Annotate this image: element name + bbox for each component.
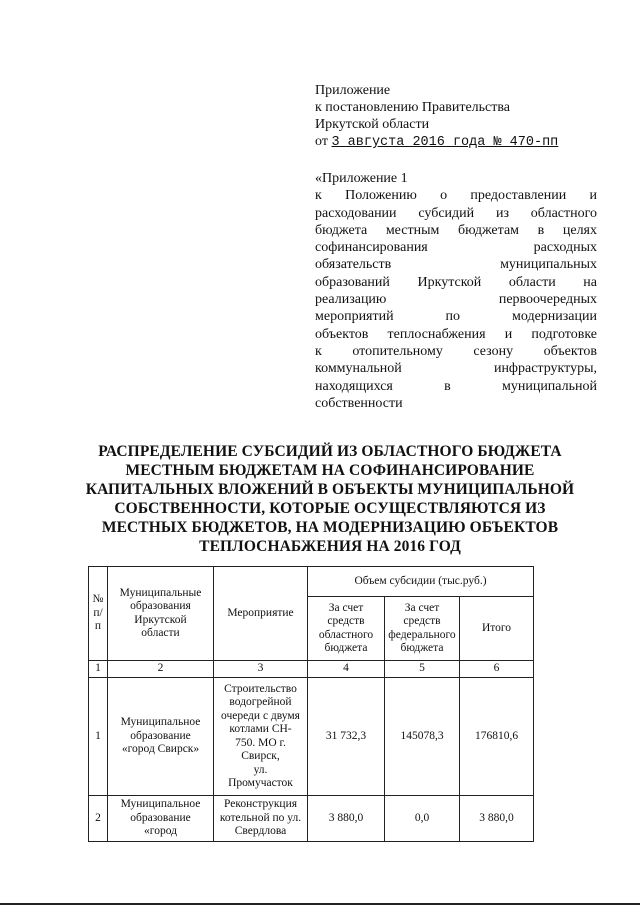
column-number: 3 <box>214 661 308 678</box>
appendix-1-line: к отопительному сезону объектов <box>315 343 597 359</box>
appendix-1-line: коммунальной инфраструктуры, <box>315 361 597 377</box>
document-title <box>70 442 590 556</box>
header-volume: Объем субсидии (тыс.руб.) <box>308 567 534 597</box>
appendix-1-line: образований Иркутской области на <box>315 274 597 290</box>
appendix-1-line-last: собственности <box>315 395 403 411</box>
row-total: 3 880,0 <box>460 796 534 842</box>
appendix-date-line <box>315 133 605 151</box>
appendix-1-line: бюджета местным бюджетам в целях <box>315 222 597 238</box>
header-municipality: Муниципальные образования Иркутской области <box>108 567 214 661</box>
table-row <box>89 796 534 842</box>
appendix-1-line: реализацию первоочередных <box>315 292 597 308</box>
header-federal: За счет средств федерального бюджета <box>385 597 460 661</box>
column-number: 4 <box>308 661 385 678</box>
row-federal: 0,0 <box>385 796 460 842</box>
title-line: СОБСТВЕННОСТИ, КОТОРЫЕ ОСУЩЕСТВЛЯЮТСЯ ИЗ <box>114 500 546 517</box>
header-num: № п/п <box>89 567 108 661</box>
row-total: 176810,6 <box>460 678 534 796</box>
subsidy-table <box>88 566 534 842</box>
appendix-1-line: обязательств муниципальных <box>315 257 597 273</box>
appendix-1-line: находящихся в муниципальной <box>315 378 597 394</box>
row-municipality: Муниципальное образование «город <box>108 796 214 842</box>
appendix-1-line: объектов теплоснабжения и подготовке <box>315 326 597 342</box>
row-num: 1 <box>89 678 108 796</box>
row-num: 2 <box>89 796 108 842</box>
row-federal: 145078,3 <box>385 678 460 796</box>
row-measure: Строительство водогрейной очереди с двумя котлами СН- 750. МО г. Свирск, ул. Промучасток <box>214 678 308 796</box>
date-value: 3 августа 2016 года № 470-пп <box>331 135 559 150</box>
date-prefix: от <box>315 134 328 149</box>
appendix-1-line: мероприятий по модернизации <box>315 309 597 325</box>
appendix-line-1: Приложение <box>315 83 391 98</box>
row-regional: 3 880,0 <box>308 796 385 842</box>
appendix-line-2: к постановлению Правительства <box>315 100 511 115</box>
header-regional: За счет средств областного бюджета <box>308 597 385 661</box>
row-measure: Реконструкция котельной по ул. Свердлова <box>214 796 308 842</box>
title-line: КАПИТАЛЬНЫХ ВЛОЖЕНИЙ В ОБЪЕКТЫ МУНИЦИПАЛЬНОЙ <box>85 481 575 498</box>
title-line: РАСПРЕДЕЛЕНИЕ СУБСИДИЙ ИЗ ОБЛАСТНОГО БЮДЖЕТА <box>98 443 562 460</box>
row-municipality: Муниципальное образование «город Свирск» <box>108 678 214 796</box>
title-line: МЕСТНЫХ БЮДЖЕТОВ, НА МОДЕРНИЗАЦИЮ ОБЪЕКТОВ <box>101 519 559 536</box>
appendix-header <box>315 82 605 151</box>
column-number-row <box>89 661 534 678</box>
title-line: МЕСТНЫМ БЮДЖЕТАМ НА СОФИНАНСИРОВАНИЕ <box>125 462 535 479</box>
table-header-row <box>89 567 534 597</box>
header-measure: Мероприятие <box>214 567 308 661</box>
appendix-1-title: «Приложение 1 <box>315 171 408 186</box>
appendix-1-line: софинансирования расходных <box>315 240 597 256</box>
appendix-1-block <box>315 170 597 412</box>
appendix-1-line: расходовании субсидий из областного <box>315 205 597 221</box>
appendix-line-3: Иркутской области <box>315 117 430 132</box>
appendix-1-line: к Положению о предоставлении и <box>315 188 597 204</box>
table-row <box>89 678 534 796</box>
header-total: Итого <box>460 597 534 661</box>
column-number: 6 <box>460 661 534 678</box>
column-number: 2 <box>108 661 214 678</box>
column-number: 1 <box>89 661 108 678</box>
title-line: ТЕПЛОСНАБЖЕНИЯ НА 2016 ГОД <box>199 538 461 555</box>
row-regional: 31 732,3 <box>308 678 385 796</box>
column-number: 5 <box>385 661 460 678</box>
